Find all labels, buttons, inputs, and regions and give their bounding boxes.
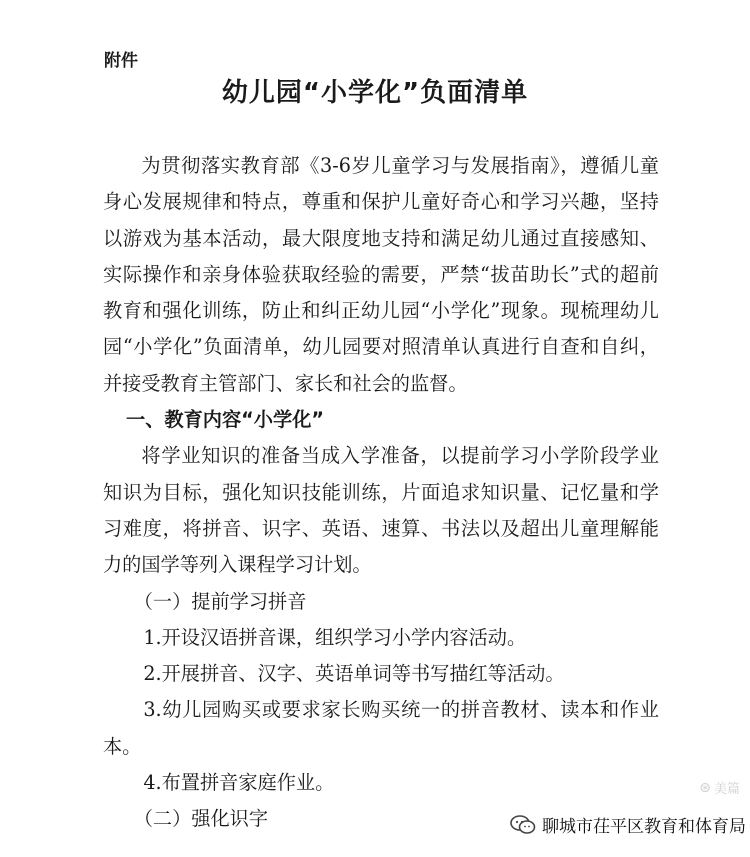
- document-title: 幼儿园“小学化”负面清单: [221, 78, 529, 108]
- subsection-1-heading: （一）提前学习拼音: [133, 589, 307, 613]
- attachment-label: 附件: [104, 51, 138, 71]
- source-footer: [510, 812, 746, 837]
- source-name: 聊城市茌平区教育和体育局: [542, 817, 746, 837]
- list-item: 3.幼儿园购买或要求家长购买统一的拼音教材、读本和作业本。: [103, 698, 659, 758]
- meipian-icon: ⊛: [699, 779, 711, 796]
- section-1-heading: 一、教育内容“小学化”: [126, 408, 324, 432]
- watermark-text: 美篇: [713, 782, 740, 797]
- intro-paragraph: 为贯彻落实教育部《3-6岁儿童学习与发展指南》，遵循儿童身心发展规律和特点，尊重和保护儿童好奇心和学习兴趣，坚持以游戏为基本活动，最大限度地支持和满足幼儿通过直接感知、实际操作和亲身体验获取经验的需要，严禁“拔苗助长”式的超前教育和强化训练，防止和纠正幼儿园“小学化”现象。现梳理幼儿园“小学化”负面清单，幼儿园要对照清单认真进行自查和自纠，并接受教育主管部门、家长和社会的监督。: [103, 154, 659, 395]
- subsection-2-heading: （二）强化识字: [133, 807, 269, 831]
- list-item: 4.布置拼音家庭作业。: [143, 771, 335, 795]
- section-1-paragraph: 将学业知识的准备当成入学准备，以提前学习小学阶段学业知识为目标，强化知识技能训练，片面追求知识量、记忆量和学习难度，将拼音、识字、英语、速算、书法以及超出儿童理解能力的国学等列入课程学习计划。: [103, 444, 659, 577]
- list-item: 1.开设汉语拼音课，组织学习小学内容活动。: [143, 625, 527, 649]
- list-item: 2.开展拼音、汉字、英语单词等书写描红等活动。: [143, 662, 565, 686]
- watermark: [699, 778, 740, 797]
- wechat-icon: [510, 815, 536, 835]
- document-body: [103, 148, 659, 838]
